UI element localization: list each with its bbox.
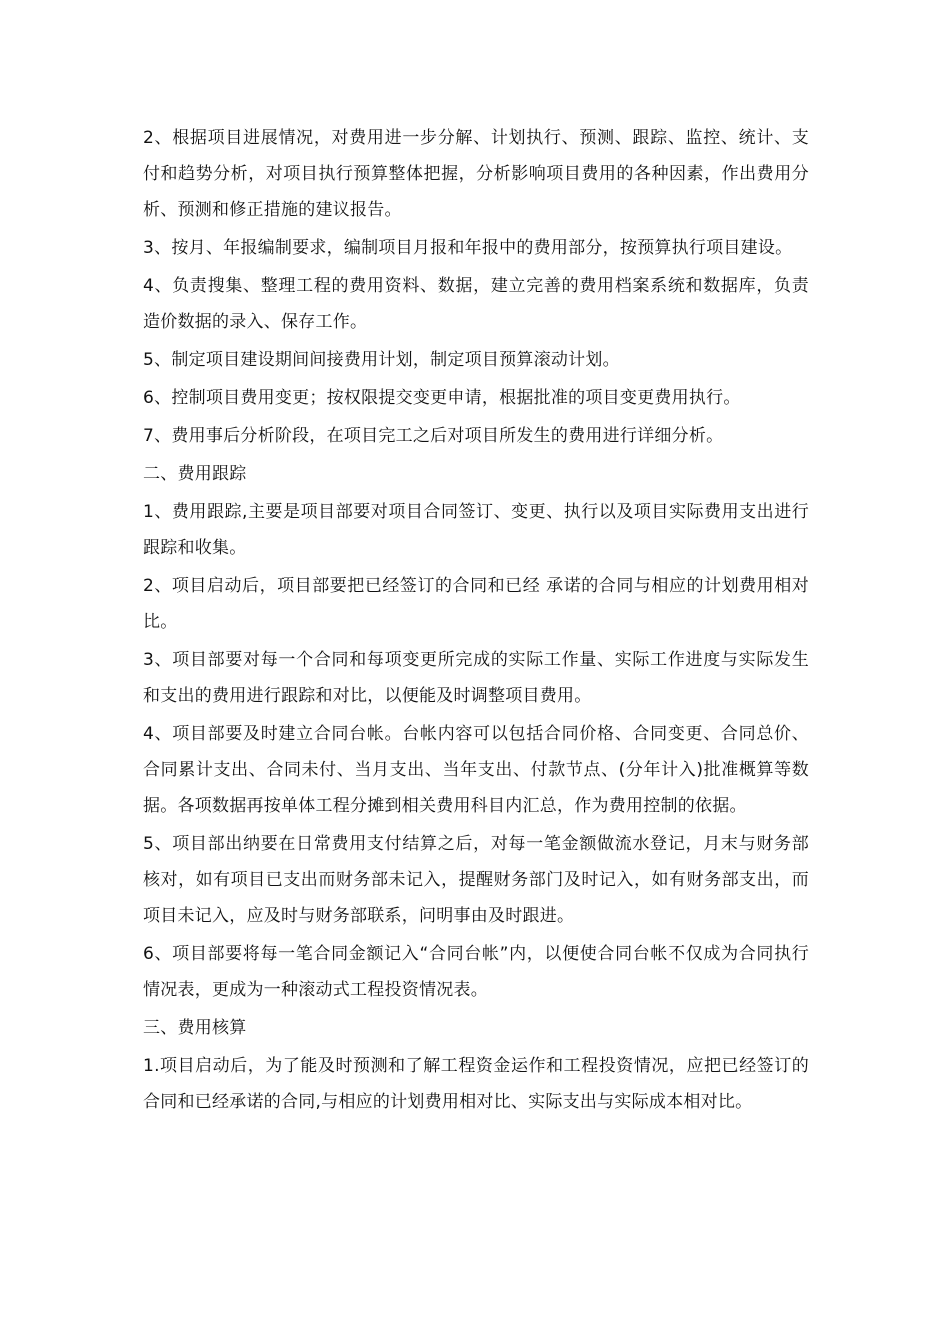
paragraph-item-5: 5、制定项目建设期间间接费用计划，制定项目预算滚动计划。	[143, 350, 620, 370]
accounting-item-1: 1.项目启动后，为了能及时预测和了解工程资金运作和工程投资情况，应把已经签订的合同和已经承诺的合同,与相应的计划费用相对比、实际支出与实际成本相对比。	[143, 1056, 809, 1112]
tracking-item-2: 2、项目启动后，项目部要把已经签订的合同和已经 承诺的合同与相应的计划费用相对比。	[143, 576, 809, 632]
document-body	[143, 120, 809, 1122]
paragraph-item-2: 2、根据项目进展情况，对费用进一步分解、计划执行、预测、跟踪、监控、统计、支付和趋势分析，对项目执行预算整体把握，分析影响项目费用的各种因素，作出费用分析、预测和修正措施的建议报告。	[143, 128, 809, 220]
tracking-item-6: 6、项目部要将每一笔合同金额记入“合同台帐”内，以便使合同台帐不仅成为合同执行情况表，更成为一种滚动式工程投资情况表。	[143, 944, 809, 1000]
tracking-item-5: 5、项目部出纳要在日常费用支付结算之后，对每一笔金额做流水登记，月末与财务部核对，如有项目已支出而财务部未记入，提醒财务部门及时记入，如有财务部支出，而项目未记入，应及时与财务部联系，问明事由及时跟进。	[143, 834, 809, 926]
section-heading-cost-accounting: 三、费用核算	[143, 1018, 247, 1038]
paragraph-item-4: 4、负责搜集、整理工程的费用资料、数据，建立完善的费用档案系统和数据库，负责造价数据的录入、保存工作。	[143, 276, 809, 332]
tracking-item-4: 4、项目部要及时建立合同台帐。台帐内容可以包括合同价格、合同变更、合同总价、合同累计支出、合同未付、当月支出、当年支出、付款节点、(分年计入)批准概算等数据。各项数据再按单体工程分摊到相关费用科目内汇总，作为费用控制的依据。	[143, 724, 809, 816]
section-heading-cost-tracking: 二、费用跟踪	[143, 464, 247, 484]
tracking-item-3: 3、项目部要对每一个合同和每项变更所完成的实际工作量、实际工作进度与实际发生和支出的费用进行跟踪和对比，以便能及时调整项目费用。	[143, 650, 809, 706]
paragraph-item-6: 6、控制项目费用变更；按权限提交变更申请，根据批准的项目变更费用执行。	[143, 388, 741, 408]
tracking-item-1: 1、费用跟踪,主要是项目部要对项目合同签订、变更、执行以及项目实际费用支出进行跟踪和收集。	[143, 502, 809, 558]
paragraph-item-3: 3、按月、年报编制要求，编制项目月报和年报中的费用部分，按预算执行项目建设。	[143, 238, 793, 258]
paragraph-item-7: 7、费用事后分析阶段，在项目完工之后对项目所发生的费用进行详细分析。	[143, 426, 724, 446]
